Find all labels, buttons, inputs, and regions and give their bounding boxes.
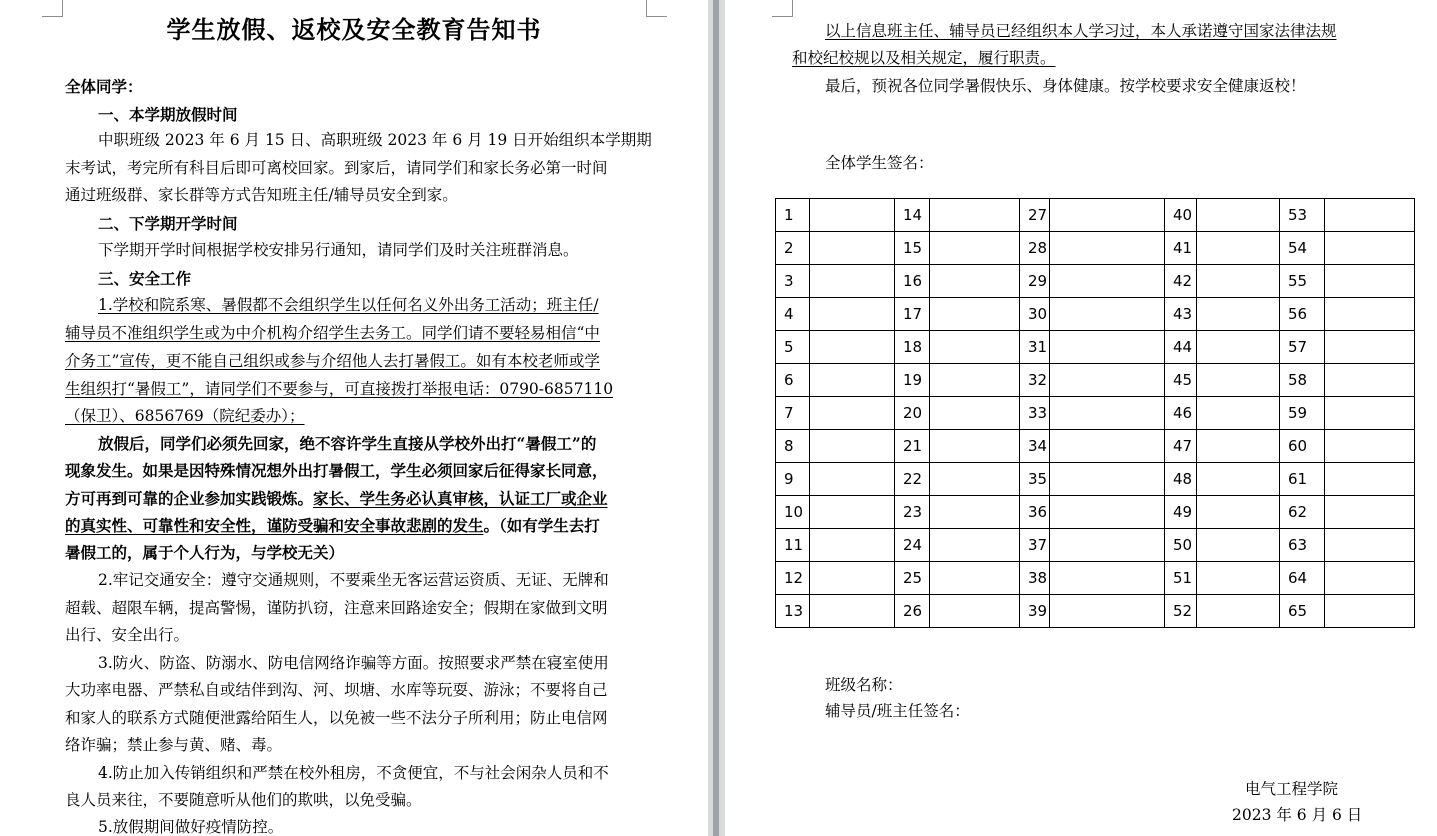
student-number-cell: 28 [1020, 232, 1050, 265]
student-number-cell: 27 [1020, 199, 1050, 232]
student-number-cell: 48 [1165, 463, 1197, 496]
student-signature-cell [930, 562, 1020, 595]
student-signature-cell [1325, 199, 1415, 232]
student-signature-cell [810, 232, 895, 265]
item4-line: 4.防止加入传销组织和严禁在校外租房，不贪便宜，不与社会闲杂人员和不 [98, 764, 609, 782]
student-signature-cell [1197, 430, 1280, 463]
counselor-signature-label: 辅导员/班主任签名： [825, 702, 970, 720]
student-signature-cell [930, 529, 1020, 562]
item5-line: 5.放假期间做好疫情防控。 [98, 818, 284, 836]
item2-line: 超载、超限车辆，提高警惕，谨防扒窃，注意来回路途安全；假期在家做到文明 [65, 599, 608, 617]
student-signature-cell [1050, 595, 1165, 628]
document-date: 2023 年 6 月 6 日 [1232, 806, 1363, 824]
item2-line: 出行、安全出行。 [65, 626, 190, 644]
student-signature-cell [1197, 529, 1280, 562]
bold-notice-segment: 。（如有学生去打 [483, 516, 600, 535]
student-number-cell: 62 [1280, 496, 1325, 529]
signature-table-row [776, 199, 1415, 232]
student-signature-cell [930, 265, 1020, 298]
student-signature-cell [1325, 562, 1415, 595]
student-signature-cell [1197, 397, 1280, 430]
pledge-line: 和校纪校规以及相关规定，履行职责。 [792, 49, 1056, 67]
closing-line: 最后，预祝各位同学暑假快乐、身体健康。按学校要求安全健康返校！ [825, 77, 1306, 95]
student-signature-cell [1325, 298, 1415, 331]
student-number-cell: 55 [1280, 265, 1325, 298]
student-number-cell: 37 [1020, 529, 1050, 562]
student-signature-cell [1050, 496, 1165, 529]
signature-table-row [776, 430, 1415, 463]
student-number-cell: 15 [895, 232, 930, 265]
student-number-cell: 2 [776, 232, 810, 265]
signature-table-row [776, 364, 1415, 397]
student-number-cell: 14 [895, 199, 930, 232]
student-number-cell: 26 [895, 595, 930, 628]
student-number-cell: 36 [1020, 496, 1050, 529]
student-number-cell: 59 [1280, 397, 1325, 430]
student-signature-cell [930, 232, 1020, 265]
student-number-cell: 22 [895, 463, 930, 496]
student-number-cell: 54 [1280, 232, 1325, 265]
student-signature-cell [930, 430, 1020, 463]
item1-line: 生组织打“暑假工”，请同学们不要参与，可直接拨打举报电话：0790-6857110 [65, 380, 614, 398]
student-number-cell: 24 [895, 529, 930, 562]
student-signature-cell [810, 463, 895, 496]
student-number-cell: 32 [1020, 364, 1050, 397]
student-signature-cell [1050, 232, 1165, 265]
student-number-cell: 53 [1280, 199, 1325, 232]
student-signature-cell [1050, 199, 1165, 232]
document-page-right [725, 0, 1437, 836]
signature-table-row [776, 595, 1415, 628]
student-signature-cell [1050, 265, 1165, 298]
student-number-cell: 30 [1020, 298, 1050, 331]
student-number-cell: 49 [1165, 496, 1197, 529]
student-number-cell: 11 [776, 529, 810, 562]
student-signature-cell [1325, 496, 1415, 529]
section1-heading: 一、本学期放假时间 [98, 105, 238, 124]
bold-notice-line: 现象发生。如果是因特殊情况想外出打暑假工，学生必须回家后征得家长同意， [65, 461, 608, 480]
student-number-cell: 64 [1280, 562, 1325, 595]
item2-line: 2.牢记交通安全：遵守交通规则，不要乘坐无客运营运资质、无证、无牌和 [98, 571, 609, 589]
bold-notice-line [65, 512, 600, 539]
student-number-cell: 18 [895, 331, 930, 364]
student-signature-cell [810, 265, 895, 298]
student-signature-cell [1050, 562, 1165, 595]
student-signature-cell [1197, 199, 1280, 232]
signature-table-row [776, 463, 1415, 496]
student-signature-cell [1050, 364, 1165, 397]
item3-line: 大功率电器、严禁私自或结伴到沟、河、坝塘、水库等玩耍、游泳；不要将自己 [65, 681, 608, 699]
student-number-cell: 40 [1165, 199, 1197, 232]
student-number-cell: 13 [776, 595, 810, 628]
signature-table-row [776, 331, 1415, 364]
student-number-cell: 56 [1280, 298, 1325, 331]
signature-table-row [776, 298, 1415, 331]
student-signature-cell [930, 496, 1020, 529]
student-number-cell: 38 [1020, 562, 1050, 595]
student-number-cell: 7 [776, 397, 810, 430]
student-signature-cell [1197, 463, 1280, 496]
student-signature-cell [1325, 595, 1415, 628]
student-signature-cell [1197, 298, 1280, 331]
student-signature-cell [810, 595, 895, 628]
student-number-cell: 17 [895, 298, 930, 331]
student-number-cell: 58 [1280, 364, 1325, 397]
student-signature-cell [1050, 529, 1165, 562]
student-signature-cell [930, 397, 1020, 430]
student-number-cell: 16 [895, 265, 930, 298]
student-number-cell: 19 [895, 364, 930, 397]
student-signature-cell [810, 496, 895, 529]
item3-line: 3.防火、防盗、防溺水、防电信网络诈骗等方面。按照要求严禁在寝室使用 [98, 654, 609, 672]
student-signature-cell [930, 364, 1020, 397]
student-number-cell: 61 [1280, 463, 1325, 496]
student-number-cell: 57 [1280, 331, 1325, 364]
section1-line: 中职班级 2023 年 6 月 15 日、高职班级 2023 年 6 月 19 日开始组织本学期期 [98, 131, 652, 149]
student-number-cell: 21 [895, 430, 930, 463]
student-signature-cell [810, 562, 895, 595]
student-number-cell: 31 [1020, 331, 1050, 364]
student-signature-cell [1197, 364, 1280, 397]
student-signature-cell [1050, 298, 1165, 331]
document-page-left [0, 0, 708, 836]
section2-line: 下学期开学时间根据学校安排另行通知，请同学们及时关注班群消息。 [98, 241, 579, 259]
student-number-cell: 8 [776, 430, 810, 463]
student-number-cell: 39 [1020, 595, 1050, 628]
student-signature-cell [930, 199, 1020, 232]
student-number-cell: 47 [1165, 430, 1197, 463]
student-signature-cell [1197, 595, 1280, 628]
item3-line: 络诈骗；禁止参与黄、赌、毒。 [65, 736, 283, 754]
student-number-cell: 65 [1280, 595, 1325, 628]
student-signature-cell [1050, 430, 1165, 463]
student-signature-cell [930, 298, 1020, 331]
signature-table-row [776, 562, 1415, 595]
item1-line: 1.学校和院系寒、暑假都不会组织学生以任何名义外出务工活动；班主任/ [98, 296, 599, 314]
student-number-cell: 46 [1165, 397, 1197, 430]
signature-label: 全体学生签名： [825, 154, 934, 172]
student-signature-cell [1050, 331, 1165, 364]
student-number-cell: 34 [1020, 430, 1050, 463]
student-signature-cell [930, 463, 1020, 496]
student-number-cell: 45 [1165, 364, 1197, 397]
student-signature-cell [810, 430, 895, 463]
student-signature-cell [1050, 463, 1165, 496]
student-number-cell: 33 [1020, 397, 1050, 430]
section2-heading: 二、下学期开学时间 [98, 214, 238, 233]
student-signature-cell [1050, 397, 1165, 430]
student-number-cell: 60 [1280, 430, 1325, 463]
student-number-cell: 25 [895, 562, 930, 595]
student-number-cell: 20 [895, 397, 930, 430]
signature-table [775, 198, 1415, 628]
student-number-cell: 29 [1020, 265, 1050, 298]
section1-line: 末考试，考完所有科目后即可离校回家。到家后，请同学们和家长务必第一时间 [65, 159, 608, 177]
student-signature-cell [1325, 265, 1415, 298]
student-number-cell: 6 [776, 364, 810, 397]
student-signature-cell [1197, 265, 1280, 298]
signature-table-row [776, 232, 1415, 265]
salutation: 全体同学： [65, 77, 143, 96]
student-signature-cell [1325, 331, 1415, 364]
signature-table-row [776, 529, 1415, 562]
item3-line: 和家人的联系方式随便泄露给陌生人，以免被一些不法分子所利用；防止电信网 [65, 709, 608, 727]
student-number-cell: 12 [776, 562, 810, 595]
student-number-cell: 10 [776, 496, 810, 529]
bold-notice-underlined: 的真实性、可靠性和安全性，谨防受骗和安全事故悲剧的发生 [65, 516, 484, 535]
student-signature-cell [1197, 496, 1280, 529]
document-title: 学生放假、返校及安全教育告知书 [166, 15, 542, 44]
item1-line: 介务工”宣传，更不能自己组织或参与介绍他人去打暑假工。如有本校老师或学 [65, 352, 600, 370]
signature-table-row [776, 265, 1415, 298]
signature-table-row [776, 496, 1415, 529]
student-signature-cell [1325, 430, 1415, 463]
page-gutter [708, 0, 713, 836]
signature-table-row [776, 397, 1415, 430]
student-signature-cell [810, 331, 895, 364]
student-signature-cell [810, 364, 895, 397]
student-signature-cell [1325, 529, 1415, 562]
student-signature-cell [930, 331, 1020, 364]
student-number-cell: 35 [1020, 463, 1050, 496]
student-signature-cell [1325, 463, 1415, 496]
student-signature-cell [1197, 232, 1280, 265]
student-number-cell: 1 [776, 199, 810, 232]
student-signature-cell [1197, 562, 1280, 595]
bold-notice-line [65, 485, 608, 512]
student-number-cell: 50 [1165, 529, 1197, 562]
student-number-cell: 4 [776, 298, 810, 331]
student-number-cell: 43 [1165, 298, 1197, 331]
bold-notice-underlined: 家长、学生务必认真审核，认证工厂或企业 [313, 489, 608, 508]
pledge-line: 以上信息班主任、辅导员已经组织本人学习过，本人承诺遵守国家法律法规 [825, 22, 1337, 40]
item1-line: 辅导员不准组织学生或为中介机构介绍学生去务工。同学们请不要轻易相信“中 [65, 324, 600, 342]
student-signature-cell [810, 199, 895, 232]
student-number-cell: 9 [776, 463, 810, 496]
student-number-cell: 52 [1165, 595, 1197, 628]
section1-line: 通过班级群、家长群等方式告知班主任/辅导员安全到家。 [65, 186, 458, 204]
item4-line: 良人员来往，不要随意听从他们的欺哄，以免受骗。 [65, 791, 422, 809]
student-signature-cell [810, 529, 895, 562]
student-number-cell: 23 [895, 496, 930, 529]
student-signature-cell [1197, 331, 1280, 364]
student-number-cell: 51 [1165, 562, 1197, 595]
student-signature-cell [1325, 397, 1415, 430]
student-number-cell: 44 [1165, 331, 1197, 364]
student-number-cell: 5 [776, 331, 810, 364]
student-number-cell: 63 [1280, 529, 1325, 562]
org-name: 电气工程学院 [1245, 780, 1339, 798]
student-signature-cell [810, 298, 895, 331]
page-corner-mark [772, 0, 793, 17]
item1-line: （保卫）、6856769（院纪委办）； [65, 407, 305, 425]
student-signature-cell [1325, 232, 1415, 265]
bold-notice-line: 暑假工的，属于个人行为，与学校无关） [65, 543, 345, 562]
section3-heading: 三、安全工作 [98, 269, 192, 288]
student-signature-cell [930, 595, 1020, 628]
student-number-cell: 42 [1165, 265, 1197, 298]
bold-notice-line: 放假后，同学们必须先回家，绝不容许学生直接从学校外出打“暑假工”的 [98, 434, 597, 453]
class-name-label: 班级名称： [825, 676, 903, 694]
student-number-cell: 3 [776, 265, 810, 298]
student-signature-cell [810, 397, 895, 430]
student-number-cell: 41 [1165, 232, 1197, 265]
student-signature-cell [1325, 364, 1415, 397]
bold-notice-segment: 方可再到可靠的企业参加实践锻炼。 [65, 489, 314, 508]
